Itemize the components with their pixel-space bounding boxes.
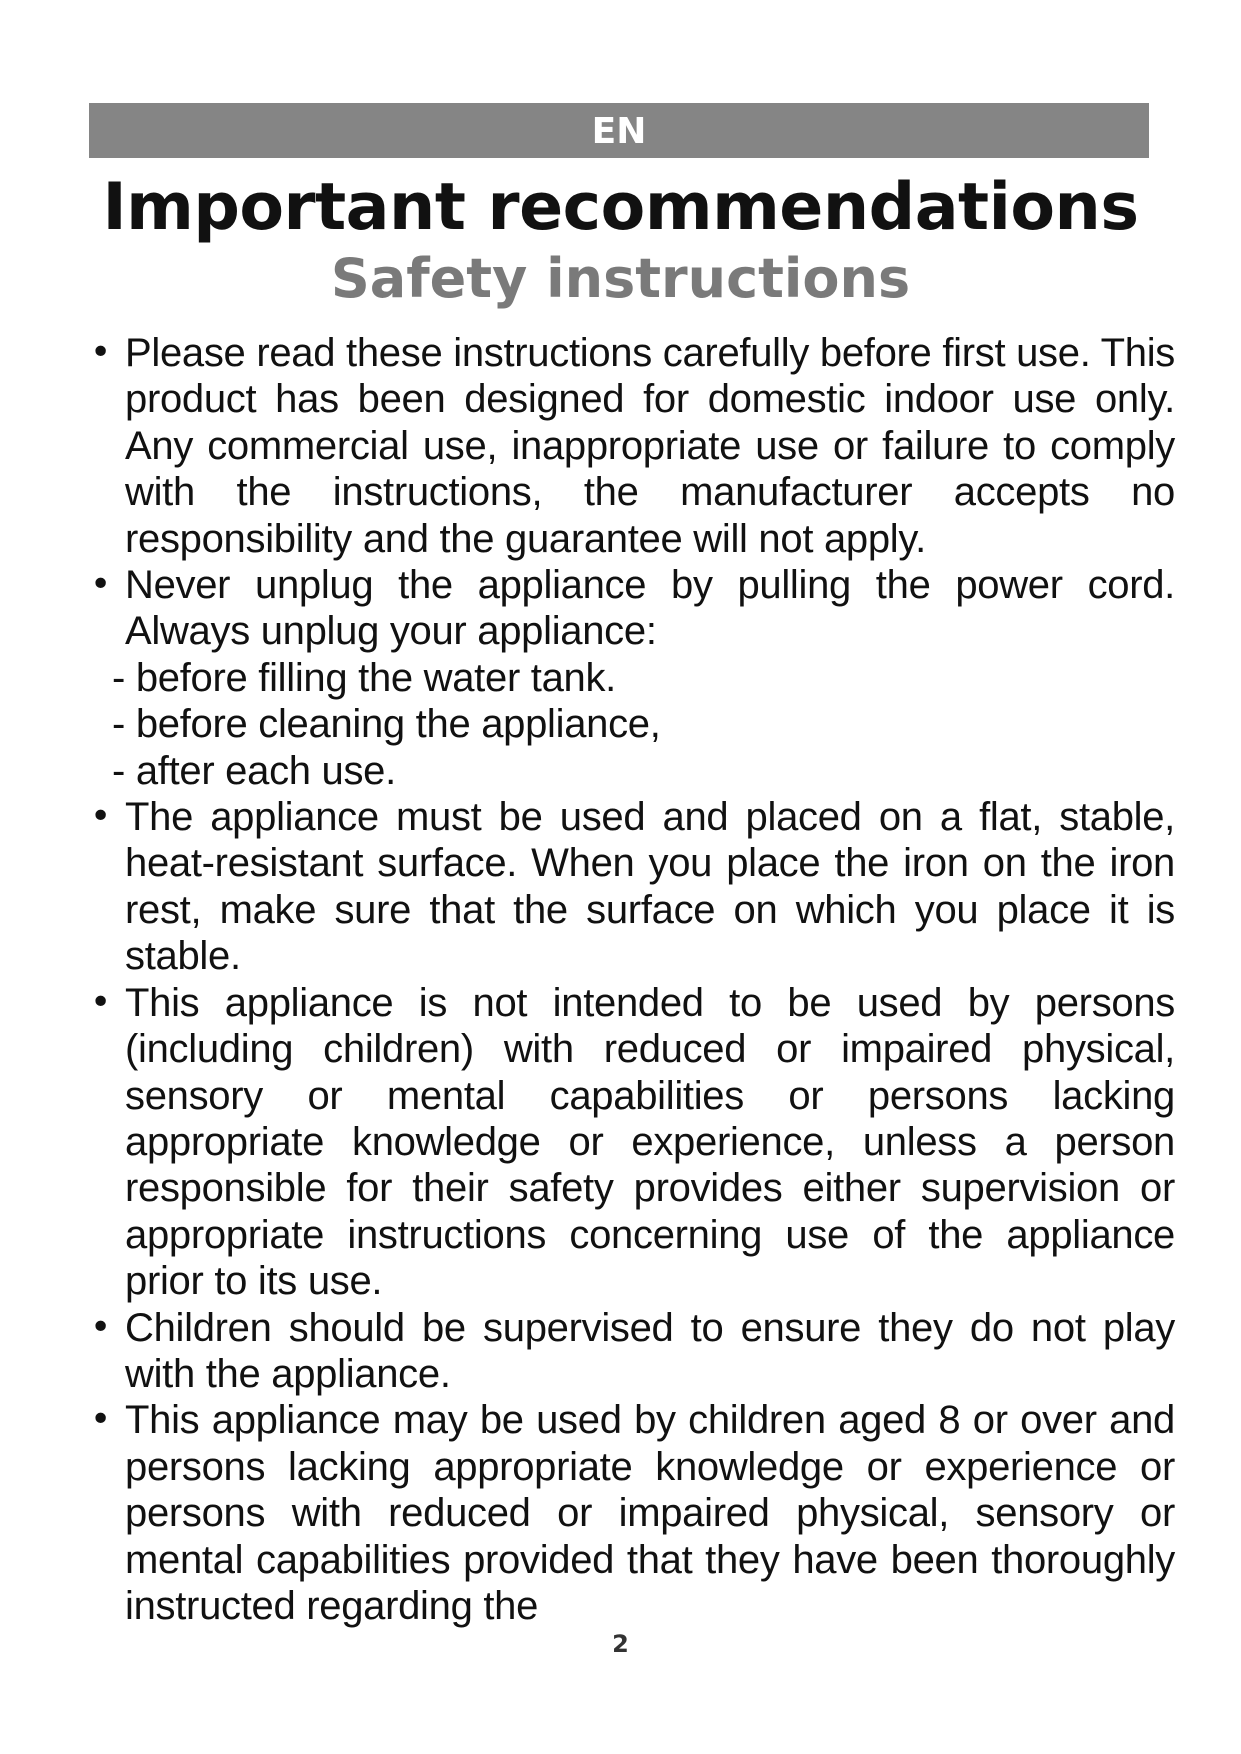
safety-instructions-list	[90, 330, 1175, 1629]
list-item	[90, 1305, 1175, 1398]
list-item	[90, 794, 1175, 980]
page-number: 2	[612, 1630, 629, 1658]
sublist-item: - before filling the water tank.	[112, 655, 616, 700]
item-text: The appliance must be used and placed on a flat, stable, heat-resistant surface. When you place the iron on the iron rest, make sure that the surface on which you place it is stable.	[125, 795, 1175, 979]
bullet-icon: •	[90, 332, 112, 373]
list-item	[90, 1397, 1175, 1629]
item-text: This appliance may be used by children aged 8 or over and persons lacking appropriate knowledge or experience or persons with reduced or impaired physical, sensory or mental capabilities provided that they have been thoroughly instructed regarding the	[125, 1398, 1175, 1628]
list-item	[90, 562, 1175, 655]
section-subtitle: Safety instructions	[330, 247, 911, 310]
sublist-item: - after each use.	[112, 748, 396, 793]
bullet-icon: •	[90, 564, 112, 606]
bullet-icon: •	[90, 1399, 112, 1441]
language-label: EN	[89, 103, 1149, 158]
list-item	[90, 980, 1175, 1305]
page-title: Important recommendations	[102, 170, 1139, 245]
bullet-icon: •	[90, 796, 112, 838]
list-item	[90, 330, 1175, 562]
item-text: Children should be supervised to ensure they do not play with the appliance.	[125, 1305, 1175, 1396]
item-text: Please read these instructions carefully before first use. This product has been designed for domestic indoor use only. Any commercial use, inappropriate use or failure to comply with the instructions, the manufacturer accepts no responsibility and the guarantee will not apply.	[125, 331, 1175, 561]
bullet-icon: •	[90, 1306, 112, 1348]
bullet-icon: •	[90, 981, 112, 1023]
sublist-item: - before cleaning the appliance,	[112, 702, 661, 747]
item-text: This appliance is not intended to be used by persons (including children) with reduced or impaired physical, sensory or mental capabilities or persons lacking appropriate knowledge or experience, unless a person responsible for their safety provides either supervision or appropriate instructions concerning use of the appliance prior to its use.	[125, 980, 1175, 1304]
item-text: Never unplug the appliance by pulling the power cord. Always unplug your appliance:	[125, 563, 1175, 654]
